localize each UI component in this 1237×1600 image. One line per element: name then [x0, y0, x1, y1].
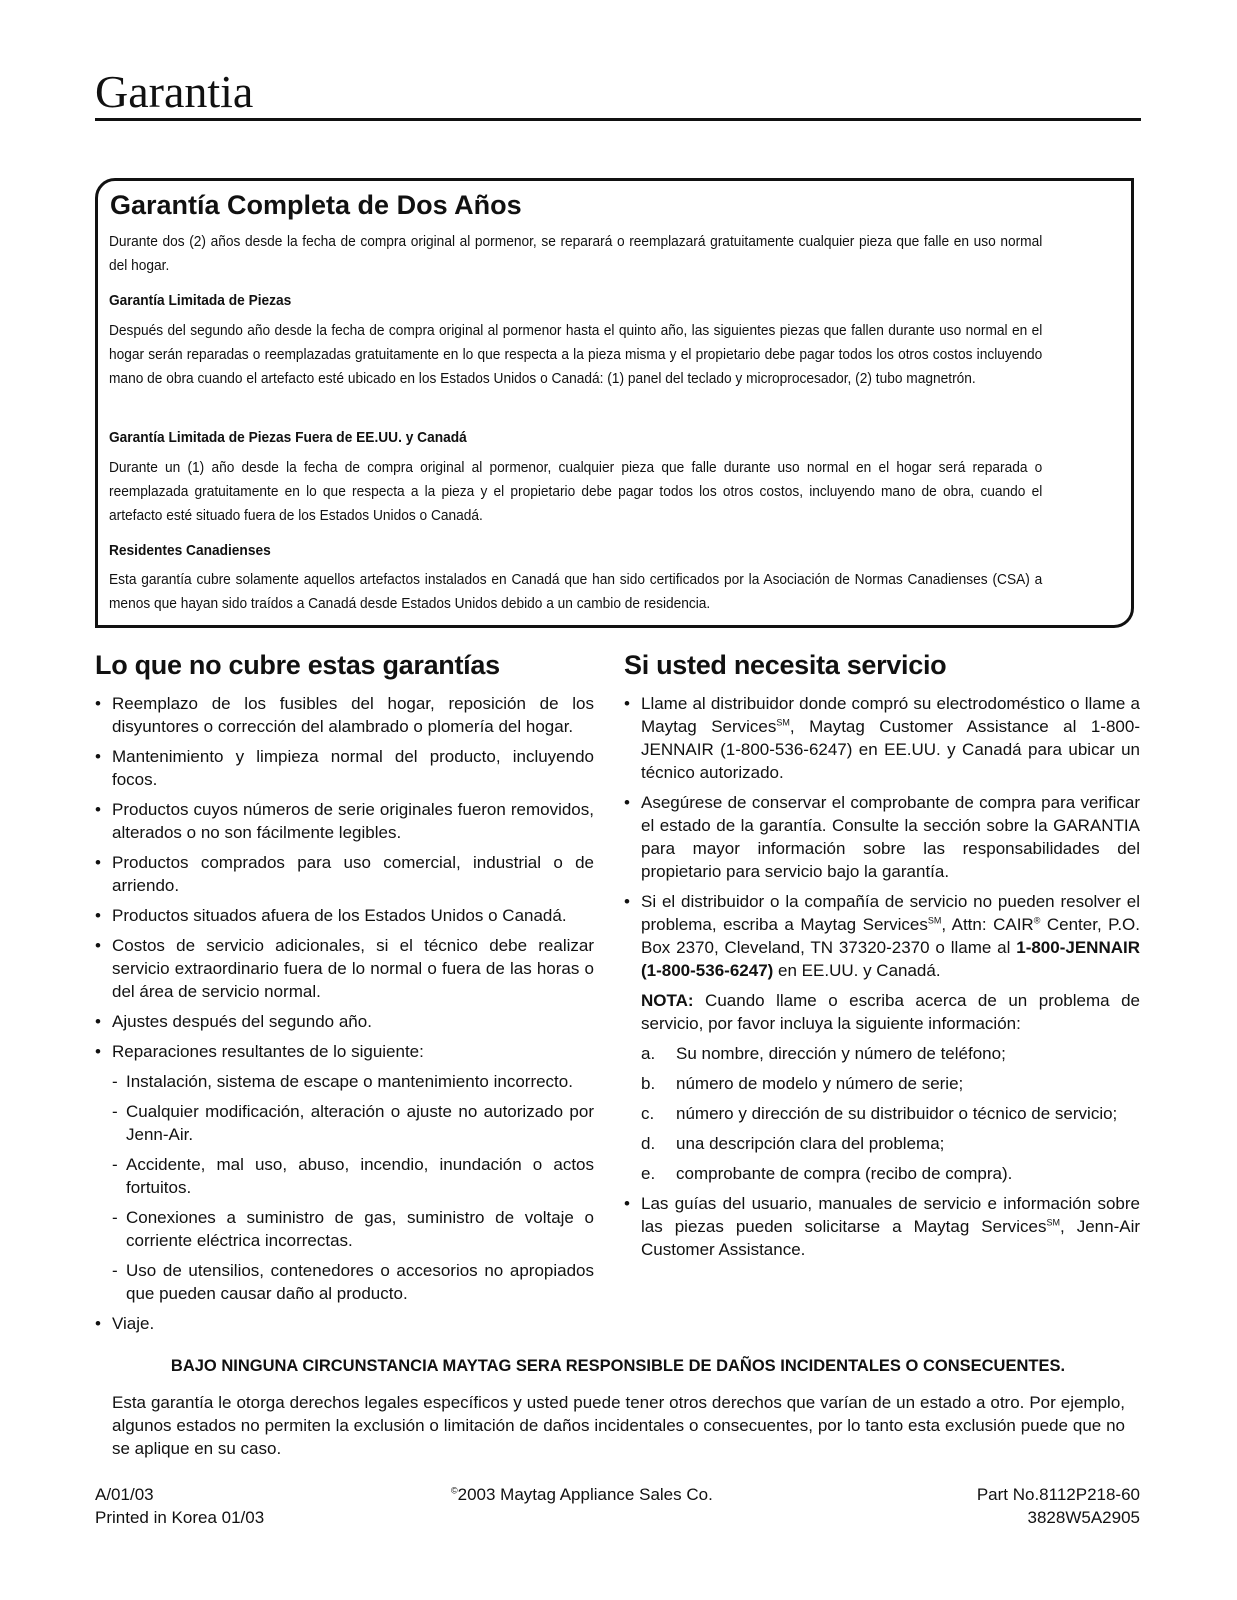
full-warranty-intro: Durante dos (2) años desde la fecha de compra original al pormenor, se reparará o reemplazará gratuitamente cualquier pieza que falle en uso normal del hogar.	[109, 233, 1043, 274]
copyright-symbol: ©	[451, 1485, 458, 1496]
dash-mark: -	[112, 1102, 118, 1121]
service-info-item: b. número de modelo y número de serie;	[641, 1074, 964, 1093]
not-covered-item: • Productos comprados para uso comercial, industrial o de arriendo.	[95, 851, 594, 897]
not-covered-item: • Costos de servicio adicionales, si el técnico debe realizar servicio extraordinario fuera de lo normal o fuera de las horas o del área de servicio normal.	[95, 934, 594, 1003]
not-covered-item: • Ajustes después del segundo año.	[95, 1010, 594, 1033]
limited-parts-title: Garantía Limitada de Piezas	[109, 292, 292, 309]
dash-mark: -	[112, 1072, 118, 1091]
not-covered-subitem: - Instalación, sistema de escape o mantenimiento incorrecto.	[112, 1072, 573, 1091]
not-covered-list	[95, 692, 594, 1342]
service-phone: 1-800-JENNAIR (1-800-536-6247)	[641, 938, 1140, 980]
footer-right	[977, 1483, 1140, 1529]
canadian-residents-title: Residentes Canadienses	[109, 542, 271, 559]
full-warranty-heading: Garantía Completa de Dos Años	[110, 190, 522, 220]
page-title: Garantia	[95, 66, 254, 117]
service-heading: Si usted necesita servicio	[624, 650, 947, 680]
footer-revision: A/01/03	[95, 1485, 154, 1504]
not-covered-item: • Reparaciones resultantes de lo siguiente:	[95, 1040, 594, 1063]
dash-mark: -	[112, 1208, 118, 1227]
not-covered-subitem: - Cualquier modificación, alteración o ajuste no autorizado por Jenn-Air.	[112, 1102, 594, 1144]
dash-mark: -	[112, 1261, 118, 1280]
title-rule	[95, 118, 1141, 121]
footer-printed: Printed in Korea 01/03	[95, 1508, 265, 1527]
disclaimer-heading: BAJO NINGUNA CIRCUNSTANCIA MAYTAG SERA RESPONSIBLE DE DAÑOS INCIDENTALES O CONSECUENTES.	[170, 1357, 1066, 1375]
service-info-item: c. número y dirección de su distribuidor o técnico de servicio;	[641, 1104, 1118, 1123]
disclaimer-body: Esta garantía le otorga derechos legales específicos y usted puede tener otros derechos que varían de un estado a otro. Por ejemplo, algunos estados no permiten la exclusión o limitación de daños incidentales o consecuentes, por lo tanto esta exclusión puede que no se aplique en su caso.	[112, 1393, 1125, 1458]
service-info-item: e. comprobante de compra (recibo de compra).	[641, 1164, 1013, 1183]
not-covered-item: • Productos situados afuera de los Estados Unidos o Canadá.	[95, 904, 594, 927]
canadian-residents-text: Esta garantía cubre solamente aquellos artefactos instalados en Canadá que han sido certificados por la Asociación de Normas Canadienses (CSA) a menos que hayan sido traídos a Canadá desde Estados Unidos debido a un cambio de residencia.	[109, 571, 1043, 612]
not-covered-item: • Reemplazo de los fusibles del hogar, reposición de los disyuntores o corrección del alambrado o plomería del hogar.	[95, 692, 594, 738]
not-covered-subitem: - Uso de utensilios, contenedores o accesorios no apropiados que pueden causar daño al producto.	[112, 1261, 594, 1303]
service-info-item: a. Su nombre, dirección y número de teléfono;	[641, 1044, 1006, 1063]
service-list	[624, 692, 1140, 1268]
service-item: • Llame al distribuidor donde compró su electrodoméstico o llame a Maytag Services℠, Maytag Customer Assistance al 1-800-JENNAIR (1-800-536-6247) en EE.UU. y Canadá para ubicar un técnico autorizado.	[624, 692, 1140, 784]
not-covered-item: • Mantenimiento y limpieza normal del producto, incluyendo focos.	[95, 745, 594, 791]
footer-code: 3828W5A2905	[1027, 1508, 1140, 1527]
dash-mark: -	[112, 1155, 118, 1174]
not-covered-subitem: - Conexiones a suministro de gas, suministro de voltaje o corriente eléctrica incorrectas.	[112, 1208, 594, 1250]
outside-us-text: Durante un (1) año desde la fecha de compra original al pormenor, cualquier pieza que falle durante uso normal en el hogar será reparada o reemplazada gratuitamente en lo que respecta a la pieza y el propietario debe pagar todos los otros costos, incluyendo mano de obra, cuando el artefacto esté situado fuera de los Estados Unidos o Canadá.	[109, 459, 1043, 524]
not-covered-item: • Viaje.	[95, 1312, 594, 1335]
not-covered-subitem: - Accidente, mal uso, abuso, incendio, inundación o actos fortuitos.	[112, 1155, 594, 1197]
not-covered-heading: Lo que no cubre estas garantías	[95, 650, 500, 680]
not-covered-item: • Productos cuyos números de serie originales fueron removidos, alterados o no son fácilmente legibles.	[95, 798, 594, 844]
footer-left	[95, 1483, 264, 1529]
service-item: • Asegúrese de conservar el comprobante de compra para verificar el estado de la garantía. Consulte la sección sobre la GARANTIA para mayor información sobre las responsabilidades del propietario para servicio bajo la garantía.	[624, 791, 1140, 883]
service-note: NOTA: Cuando llame o escriba acerca de un problema de servicio, por favor incluya la siguiente información:	[641, 991, 1140, 1033]
service-item: • Si el distribuidor o la compañía de servicio no pueden resolver el problema, escriba a Maytag Services℠, Attn: CAIR® Center, P.O. Box 2370, Cleveland, TN 37320-2370 o llame al 1-800-JENNAIR (1-800-536-6247) en EE.UU. y Canadá.	[624, 890, 1140, 982]
service-item: • Las guías del usuario, manuales de servicio e información sobre las piezas pueden solicitarse a Maytag Services℠, Jenn-Air Customer Assistance.	[624, 1192, 1140, 1261]
service-info-item: d. una descripción clara del problema;	[641, 1134, 945, 1153]
limited-parts-text: Después del segundo año desde la fecha de compra original al pormenor hasta el quinto año, las siguientes piezas que fallen durante uso normal en el hogar serán reparadas o reemplazadas gratuitamente en lo que respecta a la pieza misma y el propietario debe pagar todos los otros costos incluyendo mano de obra cuando el artefacto esté ubicado en los Estados Unidos o Canadá: (1) panel del teclado y microprocesador, (2) tubo magnetrón.	[109, 322, 1043, 387]
footer-copyright: ©2003 Maytag Appliance Sales Co.	[451, 1485, 713, 1504]
outside-us-title: Garantía Limitada de Piezas Fuera de EE.UU. y Canadá	[109, 429, 467, 446]
footer-part-number: Part No.8112P218-60	[976, 1485, 1140, 1504]
note-label: NOTA:	[641, 991, 694, 1010]
